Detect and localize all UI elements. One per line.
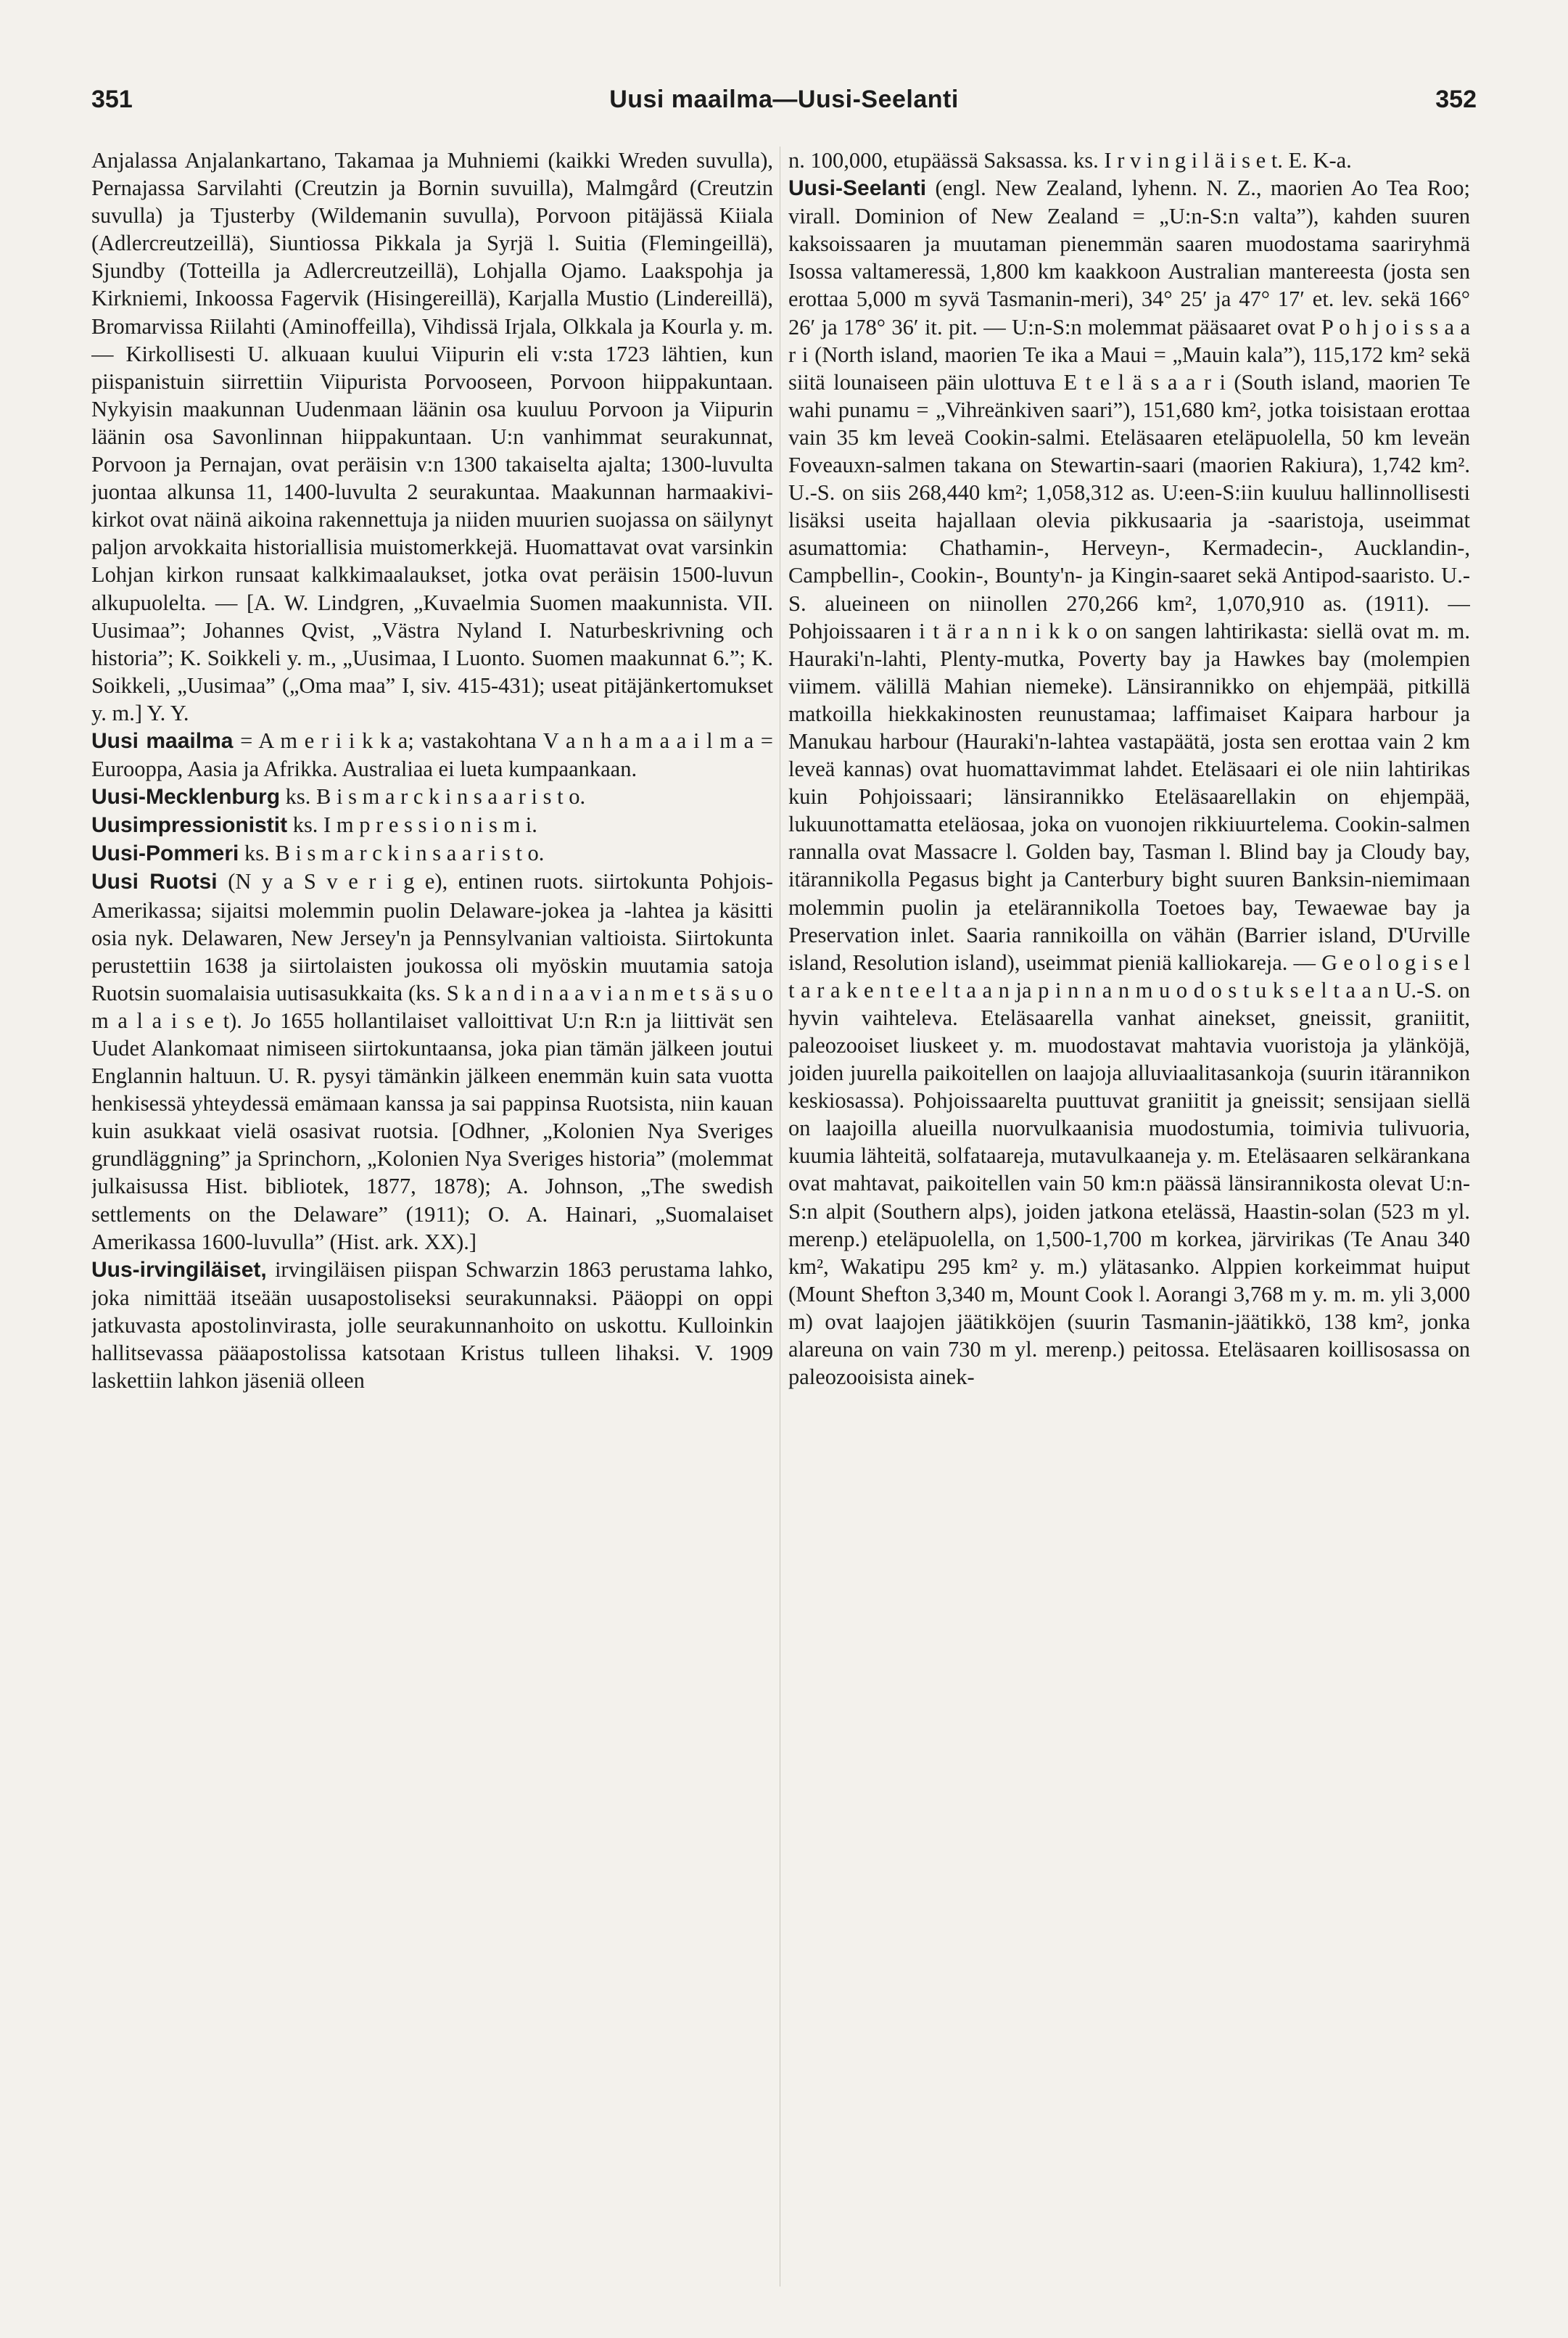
entry-uusi-pommeri [91,839,773,868]
entry-uusi-ruotsi [91,868,773,1255]
entry-uusi-maailma [91,727,773,783]
entry-text: ks. B i s m a r c k i n s a a r i s t o. [239,841,545,866]
entry-text: = A m e r i i k k a; vastakohtana V a n h a m a a i l m a = Eurooppa, Aasia ja Afrikka. Australiaa ei lueta kumpaankaan. [91,728,773,782]
page-title: Uusi maailma—Uusi-Seelanti [609,86,959,113]
continued-entry-text: n. 100,000, etupäässä Saksassa. ks. I r v i n g i l ä i s e t. E. K-a. [788,148,1352,173]
entry-headword: Uusi-Seelanti [788,176,927,201]
entry-headword: Uusi-Pommeri [91,841,239,866]
right-column [788,147,1470,2294]
entry-text: (engl. New Zealand, lyhenn. N. Z., maorien Ao Tea Roo; virall. Dominion of New Zealand = „U:n-S:n valta”), kahden suuren kaksoissaaren ja muutaman pienemmän saaren muodostama saariryhmä Isossa valtameressä, 1,800 km kaakkoon Australian mantereesta (josta sen erottaa 5,000 m syvä Tasmanin-meri), 34° 25′ ja 47° 17′ et. lev. sekä 166° 26′ ja 178° 36′ it. pit. — U:n-S:n molemmat pääsaaret ovat P o h j o i s s a a r i (North island, maorien Te ika a Maui = „Mauin kala”), 115,172 km² sekä siitä lounaiseen päin ulottuva E t e l ä s a a r i (South island, maorien Te wahi punamu = „Vihreänkiven saari”), 151,680 km², jotka toisistaan erottaa vain 35 km leveä Cookin-salmi. Eteläsaaren eteläpuolella, 50 km leveän Foveauxn-salmen takana on Stewartin-saari (maorien Rakiura), 1,742 km². U.-S. on siis 268,440 km²; 1,058,312 as. U:een-S:iin kuuluu hallinnollisesti lisäksi useita hajallaan olevia pikkusaaria ja -saaristoja, useimmat asumattomia: Chathamin-, Herveyn-, Kermadecin-, Aucklandin-, Campbellin-, Cookin-, Bounty'n- ja Kingin-saaret sekä Antipod-saaristo. U.-S. alueineen on niinollen 270,266 km², 1,070,910 as. (1911). — Pohjoissaaren i t ä r a n n i k k o on sangen lahtirikasta: siellä ovat m. m. Hauraki'n-lahti, Plenty-mutka, Poverty bay ja Hawkes bay (molempien viimem. välillä Mahian niemeke). Länsirannikko on ehjempää, pitkillä matkoilla hiekkakinosten reunustamaa; laffimaiset Kaipara harbour ja Manukau harbour (Hauraki'n-lahtea vastapäätä, josta sen erottaa vain 2 km leveä kannas) ovat huomattavimmat lahdet. Eteläsaari ei ole niin lahtirikas kuin Pohjoissaari; länsirannikko Eteläsaarellakin on ehjempää, lukuunottamatta eteläosaa, joka on vuonojen rikkiuurtelema. Cookin-salmen rannalla ovat Massacre l. Golden bay, Tasman l. Blind bay ja Cloudy bay, itärannikolla Pegasus bight ja Canterbury bight suuren Banksin-niemimaan molemmin puolin ja etelärannikolla Toetoes bay, Tewaewae bay ja Preservation inlet. Saaria rannikoilla on vähän (Barrier island, D'Urville island, Resolution island), useimmat pieniä kalliokareja. — G e o l o g i s e l t a r a k e n t e e l t a a n ja p i n n a n m u o d o s t u k s e l t a a n U.-S. on hyvin vaihteleva. Eteläsaarella vanhat ainekset, gneissit, graniitit, paleozooiset liuskeet y. m. muodostavat mahtavia vuoristoja ja ylänköjä, joiden juurella paikoitellen on laajoja alluviaalitasankoja (suurin itärannikon keskiosassa). Pohjoissaarelta puuttuvat graniitit ja gneissit; sensijaan siellä on laajoilla alueilla nuorvulkaanisia muodostumia, toimivia tulivuoria, kuumia lähteitä, solfataareja, mutavulkaaneja y. m. Eteläsaaren selkärankana ovat mahtavat, paikoitellen vain 50 km:n päässä länsirannikosta olevat U:n-S:n alpit (Southern alps), joiden jatkona etelässä, Haastin-solan (523 m yl. merenp.) eteläpuolella, on 1,500-1,700 m korkea, järvirikas (Te Anau 340 km², Wakatipu 295 km² y. m.) ylätasanko. Alppien korkeimmat huiput (Mount Shefton 3,340 m, Mount Cook l. Aorangi 3,768 m y. m. m. yli 3,000 m) ovat laajojen jäätikköjen (suurin Tasmanin-jäätikkö, 138 km², jonka alareuna on vain 730 m yl. merenp.) peitossa. Eteläsaaren koillisosassa on paleozooisista ainek- [788,176,1470,1390]
entry-headword: Uusi Ruotsi [91,870,218,894]
continued-entry-text: Anjalassa Anjalankartano, Takamaa ja Muhniemi (kaikki Wreden suvulla), Pernajassa Sarvilahti (Creutzin ja Bornin suvuilla), Malmgård (Creutzin suvulla) ja Tjusterby (Wildemanin suvulla), Porvoon pitäjässä Kiiala (Adlercreutzeillä), Siuntiossa Pikkala ja Syrjä l. Suitia (Flemingeillä), Sjundby (Totteilla ja Adlercreutzeillä), Lohjalla Ojamo. Laakspohja ja Kirkniemi, Inkoossa Fagervik (Hisingereillä), Karjalla Mustio (Lindereillä), Bromarvissa Riilahti (Aminoffeilla), Vihdissä Irjala, Olkkala ja Kourla y. m. — Kirkollisesti U. alkuaan kuului Viipurin eli v:sta 1723 lähtien, kun piispanistuin siirrettiin Viipurista Porvooseen, Porvoon hiippakuntaan. Nykyisin maakunnan Uudenmaan läänin osa kuuluu Porvoon ja Viipurin läänin osa Savonlinnan hiippakuntaan. U:n vanhimmat seurakunnat, Porvoon ja Pernajan, ovat peräisin v:n 1300 takaiselta ajalta; 1300-luvulta juontaa alkunsa 11, 1400-luvulta 2 seurakuntaa. Maakunnan harmaakivi-kirkot ovat näinä aikoina rakennettuja ja niiden muurien suojassa on säilynyt paljon arvokkaita historiallisia muistomerkkejä. Huomattavat ovat varsinkin Lohjan kirkon runsaat kalkkimaalaukset, jotka ovat peräisin 1500-luvun alkupuolelta. — [A. W. Lindgren, „Kuvaelmia Suomen maakunnista. VII. Uusimaa”; Johannes Qvist, „Västra Nyland I. Naturbeskrivning och historia”; K. Soikkeli y. m., „Uusimaa, I Luonto. Suomen maakunnat 6.”; K. Soikkeli, „Uusimaa” („Oma maa” I, siv. 415-431); useat pitäjänkertomukset y. m.] Y. Y. [91,148,773,725]
entry-headword: Uusimpressionistit [91,813,288,838]
entry-uusimpressionistit [91,811,773,839]
entry-uusi-seelanti [788,174,1470,1391]
entry-text: ks. I m p r e s s i o n i s m i. [287,812,537,838]
entry-headword: Uusi maailma [91,728,234,753]
entry-headword: Uus-irvingiläiset, [91,1257,267,1282]
page-number-right: 352 [1435,86,1477,113]
entry-text: ks. B i s m a r c k i n s a a r i s t o. [280,784,586,810]
entry-text: (N y a S v e r i g e), entinen ruots. siirtokunta Pohjois-Amerikassa; sijaitsi molemmin puolin Delaware-jokea ja -lahtea ja käsitti osia nyk. Delawaren, New Jersey'n ja Pennsylvanian valtioista. Siirtokunta perustettiin 1638 ja siirtolaisten joukossa oli myöskin muutamia satoja Ruotsin suomalaisia uutisasukkaita (ks. S k a n d i n a a v i a n m e t s ä s u o m a l a i s e t). Jo 1655 hollantilaiset valloittivat U:n R:n ja liittivät sen Uudet Alankomaat nimiseen siirtokuntaansa, joka pian tämän jälkeen joutui Englannin haltuun. U. R. pysyi tämänkin jälkeen enemmän kuin sata vuotta henkisessä yhteydessä emämaan kanssa ja sai pappinsa Ruotsista, niin kauan kuin asukkaat vielä osasivat ruotsia. [Odhner, „Kolonien Nya Sveriges grundläggning” ja Sprinchorn, „Kolonien Nya Sveriges historia” (molemmat julkaisussa Hist. bibliotek, 1877, 1878); A. Johnson, „The swedish settlements on the Delaware” (1911); O. A. Hainari, „Suomalaiset Amerikassa 1600-luvulla” (Hist. ark. XX).] [91,869,773,1254]
entry-uusi-mecklenburg [91,783,773,811]
entry-headword: Uusi-Mecklenburg [91,785,281,810]
running-head [91,86,1477,129]
page-number-left: 351 [91,86,133,113]
entry-uus-irvingilaiset [91,1256,773,1394]
entry-text: irvingiläisen piispan Schwarzin 1863 perustama lahko, joka nimittää itseään uusapostoliseksi seurakunnaksi. Pääoppi on oppi jatkuvasta apostolinvirasta, jolle seurakunnanhoito on uskottu. Kulloinkin hallitsevassa pääapostolissa katsotaan Kristus tulleen lihaksi. V. 1909 laskettiin lahkon jäseniä olleen [91,1256,773,1394]
left-column [91,147,773,2294]
